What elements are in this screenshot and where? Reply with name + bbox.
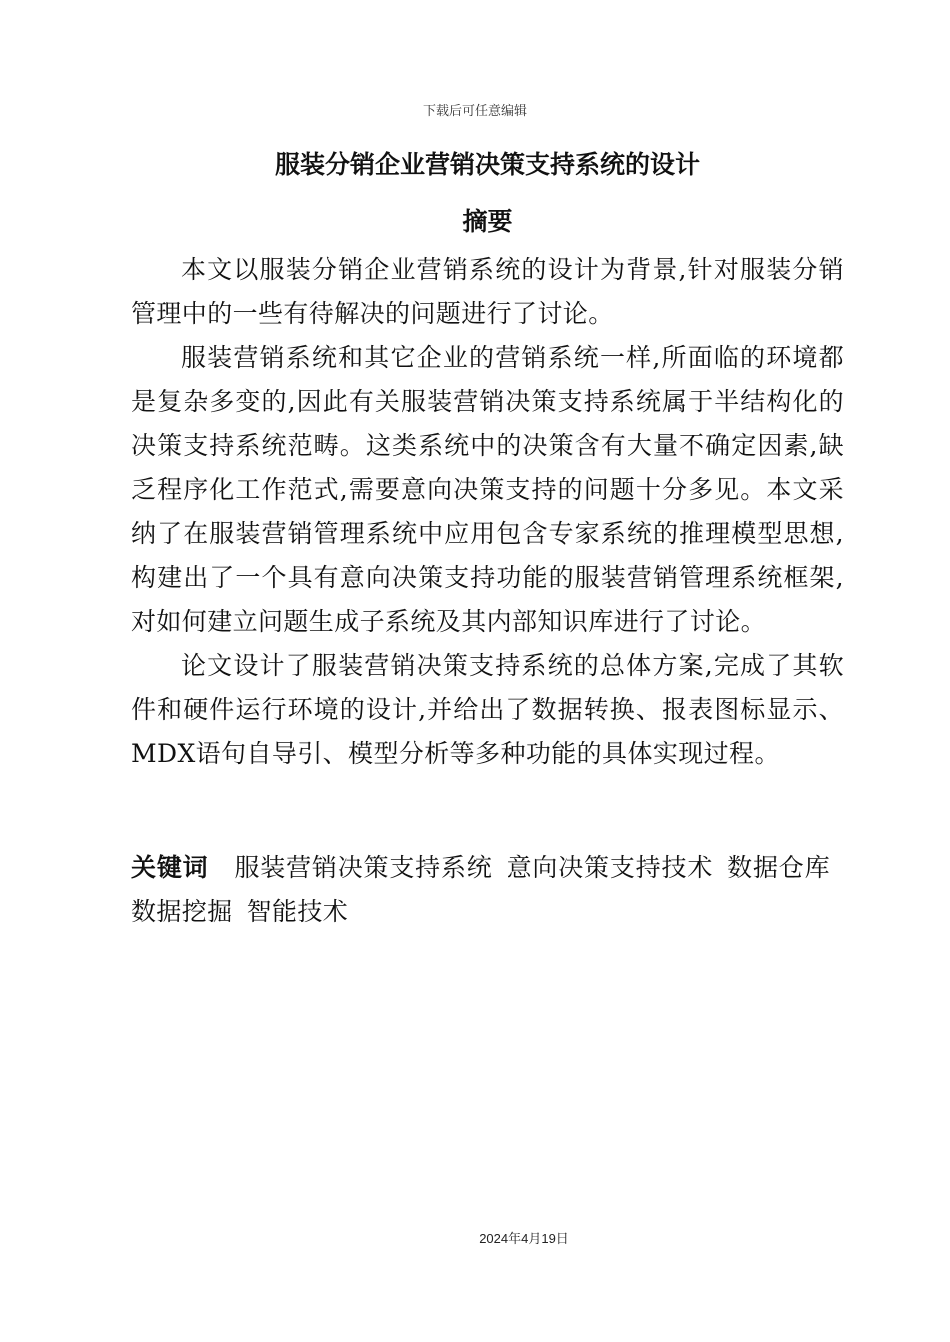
keywords-label: 关键词 <box>131 853 209 882</box>
header-note: 下载后可任意编辑 <box>422 104 527 119</box>
footer-date: 2024年4月19日 <box>479 1231 569 1246</box>
abstract-body <box>131 248 844 776</box>
document-title: 服装分销企业营销决策支持系统的设计 <box>274 150 700 179</box>
keyword-item: 数据仓库 <box>727 853 830 882</box>
abstract-heading: 摘要 <box>462 207 513 236</box>
keyword-item: 数据挖掘 <box>131 897 233 926</box>
abstract-paragraph-2: 服装营销系统和其它企业的营销系统一样,所面临的环境都是复杂多变的,因此有关服装营销决策支持系统属于半结构化的决策支持系统范畴。这类系统中的决策含有大量不确定因素,缺乏程序化工作范式,需要意向决策支持的问题十分多见。本文采纳了在服装营销管理系统中应用包含专家系统的推理模型思想,构建出了一个具有意向决策支持功能的服装营销管理系统框架,对如何建立问题生成子系统及其内部知识库进行了讨论。 <box>131 343 844 636</box>
keywords-section <box>131 846 844 934</box>
keyword-item: 服装营销决策支持系统 <box>234 853 493 882</box>
keyword-item: 意向决策支持技术 <box>506 853 714 882</box>
abstract-paragraph-3: 论文设计了服装营销决策支持系统的总体方案,完成了其软件和硬件运行环境的设计,并给出了数据转换、报表图标显示、MDX语句自导引、模型分析等多种功能的具体实现过程。 <box>131 651 844 768</box>
abstract-paragraph-1: 本文以服装分销企业营销系统的设计为背景,针对服装分销管理中的一些有待解决的问题进行了讨论。 <box>131 255 844 328</box>
keyword-item: 智能技术 <box>246 897 349 926</box>
